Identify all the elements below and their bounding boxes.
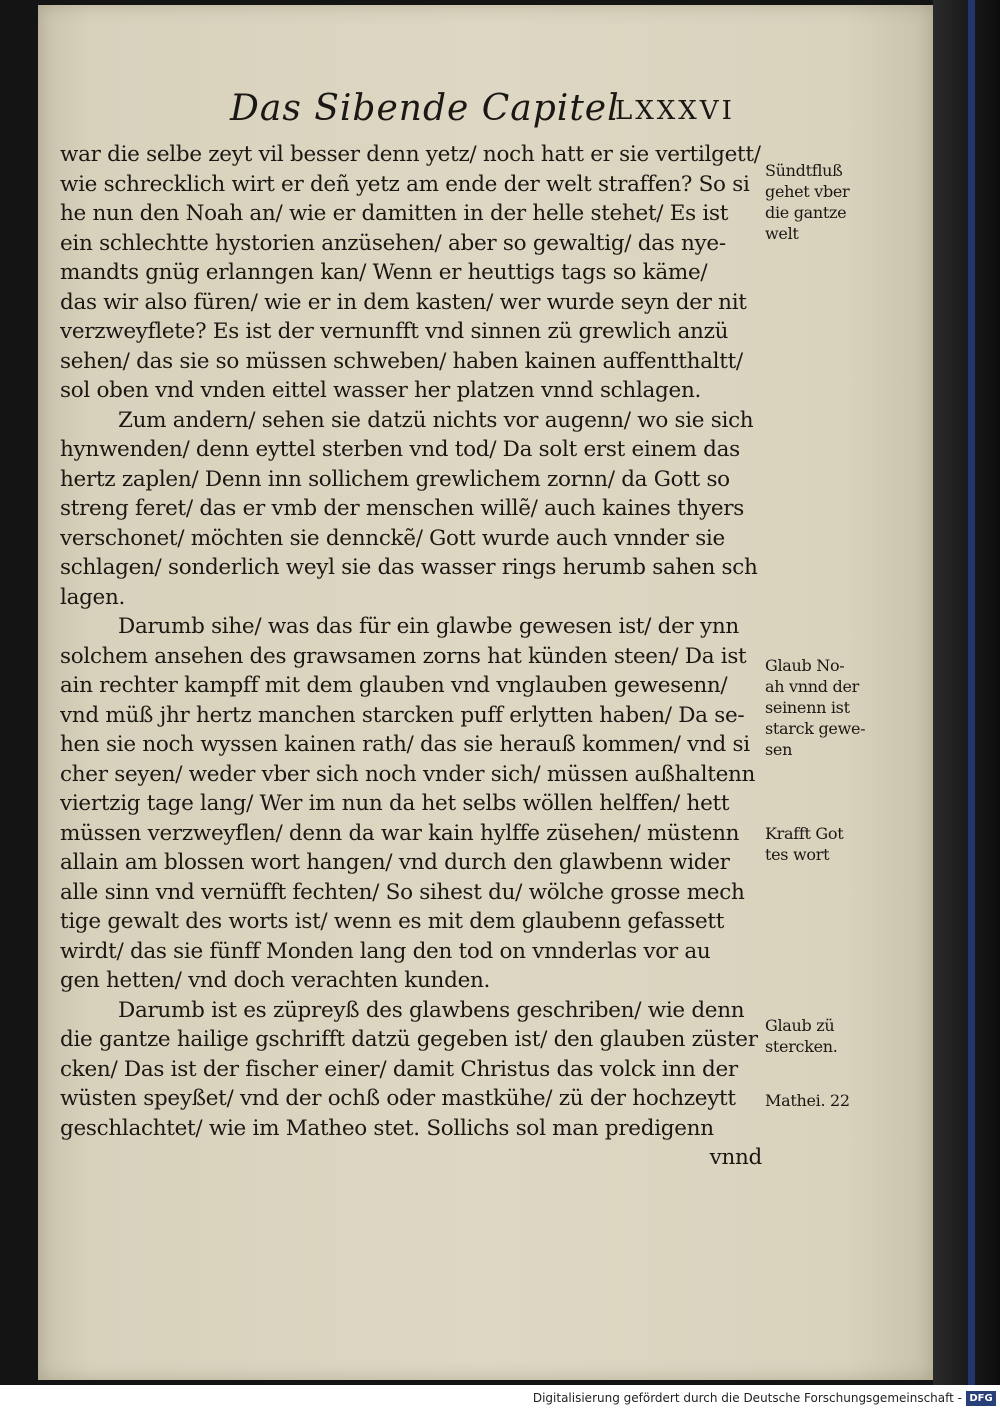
note-line: welt <box>765 224 799 243</box>
text-line: sehen/ das sie so müssen schweben/ haben kainen auffentthaltt/ <box>60 348 743 374</box>
marginal-note-flood <box>765 160 849 244</box>
note-line: Glaub zü <box>765 1016 835 1035</box>
note-line: gehet vber <box>765 182 850 201</box>
main-text <box>60 140 772 1173</box>
marginal-note-strengthen-faith <box>765 1015 838 1057</box>
chapter-title: Das Sibende Capitel <box>230 88 620 129</box>
text-line: streng feret/ das er vmb der menschen willẽ/ auch kaines thyers <box>60 496 744 521</box>
text-line: war die selbe zeyt vil besser denn yetz/ noch hatt er sie vertilgett/ <box>60 142 761 167</box>
text-line: wie schrecklich wirt er deñ yetz am ende der welt straffen? So si <box>60 171 750 197</box>
text-line: mandts gnüg erlanngen kan/ Wenn er heuttigs tags so käme/ <box>60 260 708 285</box>
text-line: müssen verzweyflen/ denn da war kain hylffe züsehen/ müstenn <box>60 820 740 846</box>
text-line: viertzig tage lang/ Wer im nun da het selbs wöllen helffen/ hett <box>60 791 730 816</box>
text-line: cken/ Das ist der fischer einer/ damit Christus das volck inn der <box>60 1056 738 1082</box>
funding-credit: Digitalisierung gefördert durch die Deutsche Forschungsgemeinschaft - <box>532 1391 962 1405</box>
note-line: sen <box>765 740 793 759</box>
text-line: cher seyen/ weder vber sich noch vnder sich/ müssen außhaltenn <box>60 761 756 787</box>
note-line: Krafft Got <box>765 824 844 843</box>
text-line: das wir also füren/ wie er in dem kasten/ wer wurde seyn der nit <box>60 289 747 315</box>
text-line: verschonet/ möchten sie dennckẽ/ Gott wurde auch vnnder sie <box>60 525 725 551</box>
text-line: gen hetten/ vnd doch verachten kunden. <box>60 968 491 993</box>
text-line: wüsten speyßet/ vnd der ochß oder mastkühe/ zü der hochzeytt <box>60 1086 736 1111</box>
text-line: ein schlechtte hystorien anzüsehen/ aber so gewaltig/ das nye- <box>60 230 726 256</box>
note-line: stercken. <box>765 1037 838 1056</box>
note-line: ah vnnd der <box>765 677 859 696</box>
book-edge <box>933 0 1000 1385</box>
text-line: hertz zaplen/ Denn inn sollichem grewlichem zornn/ da Gott so <box>60 466 730 492</box>
text-line: verzweyflete? Es ist der vernunfft vnd sinnen zü grewlich anzü <box>60 319 729 344</box>
text-line: allain am blossen wort hangen/ vnd durch den glawbenn wider <box>60 850 730 875</box>
note-line: Sündtfluß <box>765 161 843 180</box>
text-line: ain rechter kampff mit dem glauben vnd vnglauben gewesenn/ <box>60 673 728 698</box>
text-line: schlagen/ sonderlich weyl sie das wasser rings herumb sahen sch <box>60 555 758 580</box>
text-line: geschlachtet/ wie im Matheo stet. Sollichs sol man predigenn <box>60 1115 714 1141</box>
text-line: Darumb sihe/ was das für ein glawbe gewesen ist/ der ynn <box>118 614 739 639</box>
marginal-note-reference <box>765 1090 850 1111</box>
dfg-logo: DFG <box>966 1391 996 1406</box>
note-line: tes wort <box>765 845 830 864</box>
digitization-footer <box>0 1388 1000 1410</box>
text-line: Darumb ist es züpreyß des glawbens geschriben/ wie denn <box>118 997 745 1023</box>
note-line: Mathei. 22 <box>765 1091 850 1110</box>
text-line: die gantze hailige gschrifft datzü gegeben ist/ den glauben züster <box>60 1027 758 1052</box>
text-line: hynwenden/ denn eyttel sterben vnd tod/ Da solt erst einem das <box>60 437 740 462</box>
text-line: wirdt/ das sie fünff Monden lang den tod on vnnderlas vor au <box>60 938 711 964</box>
text-line: alle sinn vnd vernüfft fechten/ So sihest du/ wölche grosse mech <box>60 879 745 905</box>
folio-number: LXXXVI <box>615 96 735 126</box>
page-header <box>230 88 790 132</box>
text-line: he nun den Noah an/ wie er damitten in der helle stehet/ Es ist <box>60 201 729 226</box>
text-line: vnd müß jhr hertz manchen starcken puff erlytten haben/ Da se- <box>60 702 745 728</box>
text-line: hen sie noch wyssen kainen rath/ das sie herauß kommen/ vnd si <box>60 732 750 757</box>
marginal-note-word-power <box>765 823 843 865</box>
text-line: sol oben vnd vnden eittel wasser her platzen vnnd schlagen. <box>60 378 702 403</box>
text-line: solchem ansehen des grawsamen zorns hat künden steen/ Da ist <box>60 643 747 669</box>
text-line: tige gewalt des worts ist/ wenn es mit dem glaubenn gefassett <box>60 909 725 934</box>
note-line: Glaub No- <box>765 656 845 675</box>
marginal-note-faith-noah <box>765 655 865 760</box>
text-line: lagen. <box>60 584 126 610</box>
note-line: seinenn ist <box>765 698 850 717</box>
note-line: starck gewe- <box>765 719 866 738</box>
text-line: Zum andern/ sehen sie datzü nichts vor augenn/ wo sie sich <box>118 407 754 433</box>
scan-color-strip <box>968 0 975 1385</box>
catchword: vnnd <box>709 1145 762 1170</box>
note-line: die gantze <box>765 203 847 222</box>
